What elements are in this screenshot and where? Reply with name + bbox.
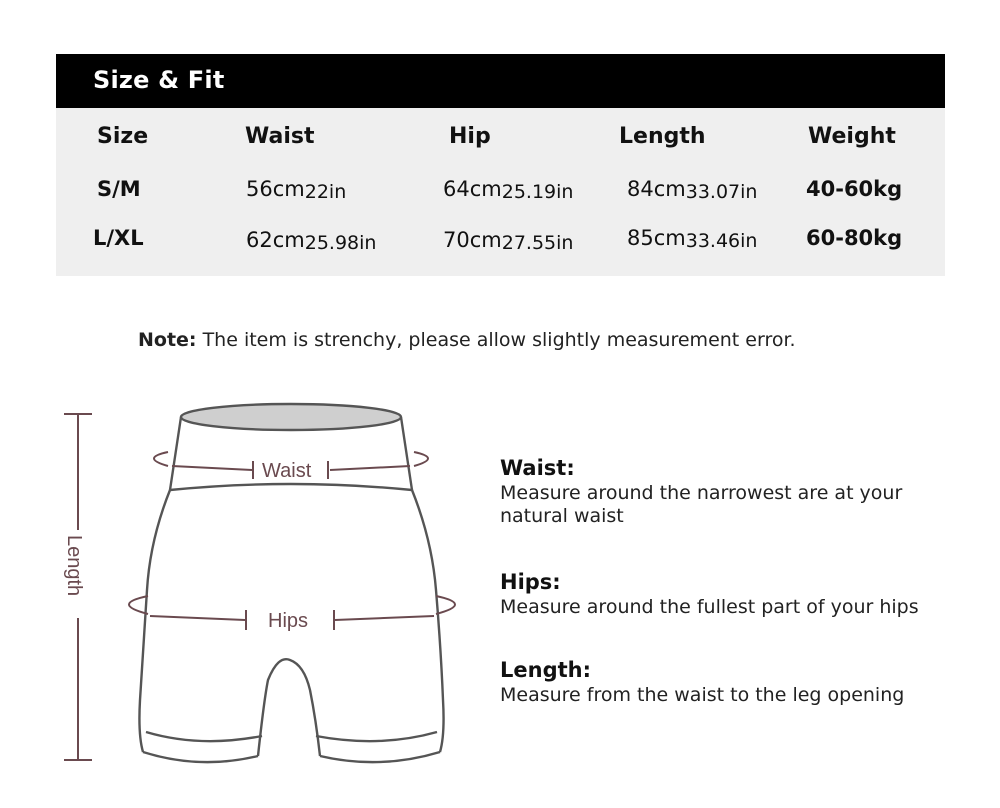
length-cm: 84cm — [627, 177, 686, 201]
waist-line-left — [172, 466, 252, 470]
waistband-right-side — [401, 417, 412, 490]
hips-line-left — [150, 616, 245, 620]
note-label: Note: — [138, 329, 197, 351]
column-header-waist: Waist — [245, 124, 315, 149]
waist-ring-right — [414, 452, 428, 466]
length-diagram-label: Length — [63, 535, 85, 597]
hip-value — [443, 228, 573, 252]
left-leg-band — [146, 732, 262, 741]
waist-description-line: Measure around the narrowest are at your — [500, 482, 903, 504]
right-leg-hem — [320, 752, 440, 762]
waist-description — [500, 456, 902, 527]
length-description — [500, 658, 904, 706]
hip-cm: 70cm — [443, 228, 502, 252]
column-header-weight: Weight — [808, 124, 896, 149]
hips-description-title: Hips: — [500, 570, 561, 594]
hip-in: 25.19in — [501, 181, 574, 203]
hip-cm: 64cm — [443, 177, 502, 201]
size-fit-panel — [56, 54, 945, 276]
hips-description-line: Measure around the fullest part of your hips — [500, 596, 919, 618]
hip-value — [443, 177, 573, 201]
row-size-label: L/XL — [93, 226, 144, 250]
right-leg-band — [316, 732, 437, 741]
hips-line-right — [335, 616, 434, 620]
note-text — [138, 329, 796, 351]
left-outer-seam — [139, 490, 170, 752]
length-description-title: Length: — [500, 658, 591, 682]
waist-in: 22in — [304, 181, 347, 203]
weight-value: 40-60kg — [806, 177, 903, 201]
column-header-length: Length — [619, 124, 706, 149]
length-cm: 85cm — [627, 226, 686, 250]
length-in: 33.07in — [685, 181, 758, 203]
length-in: 33.46in — [685, 230, 758, 252]
left-leg-hem — [143, 752, 258, 762]
waist-description-line: natural waist — [500, 505, 624, 527]
shorts-diagram — [0, 400, 490, 808]
hips-description — [500, 570, 919, 618]
waistband-bottom — [170, 484, 412, 490]
column-header-hip: Hip — [449, 124, 491, 149]
waist-line-right — [330, 466, 410, 470]
crotch-curve — [258, 659, 320, 756]
waist-cm: 56cm — [246, 177, 305, 201]
row-size-label: S/M — [97, 177, 141, 201]
length-value — [627, 226, 757, 250]
right-outer-seam — [412, 490, 444, 752]
waistband-left-side — [170, 417, 181, 490]
waist-in: 25.98in — [304, 232, 377, 254]
waist-cm: 62cm — [246, 228, 305, 252]
hip-in: 27.55in — [501, 232, 574, 254]
shorts-outline — [139, 404, 443, 762]
waist-value — [246, 228, 376, 252]
length-description-line: Measure from the waist to the leg opening — [500, 684, 905, 706]
waist-diagram-label: Waist — [262, 460, 312, 482]
panel-header — [56, 54, 945, 108]
length-value — [627, 177, 757, 201]
note-body: The item is strenchy, please allow slightly measurement error. — [196, 329, 796, 351]
hips-diagram-label: Hips — [268, 610, 309, 632]
waist-ring-left — [154, 452, 168, 466]
waist-description-title: Waist: — [500, 456, 575, 480]
waist-value — [246, 177, 346, 201]
column-header-size: Size — [97, 124, 149, 149]
panel-title: Size & Fit — [93, 66, 225, 94]
weight-value: 60-80kg — [806, 226, 903, 250]
waistband-top — [181, 404, 401, 430]
